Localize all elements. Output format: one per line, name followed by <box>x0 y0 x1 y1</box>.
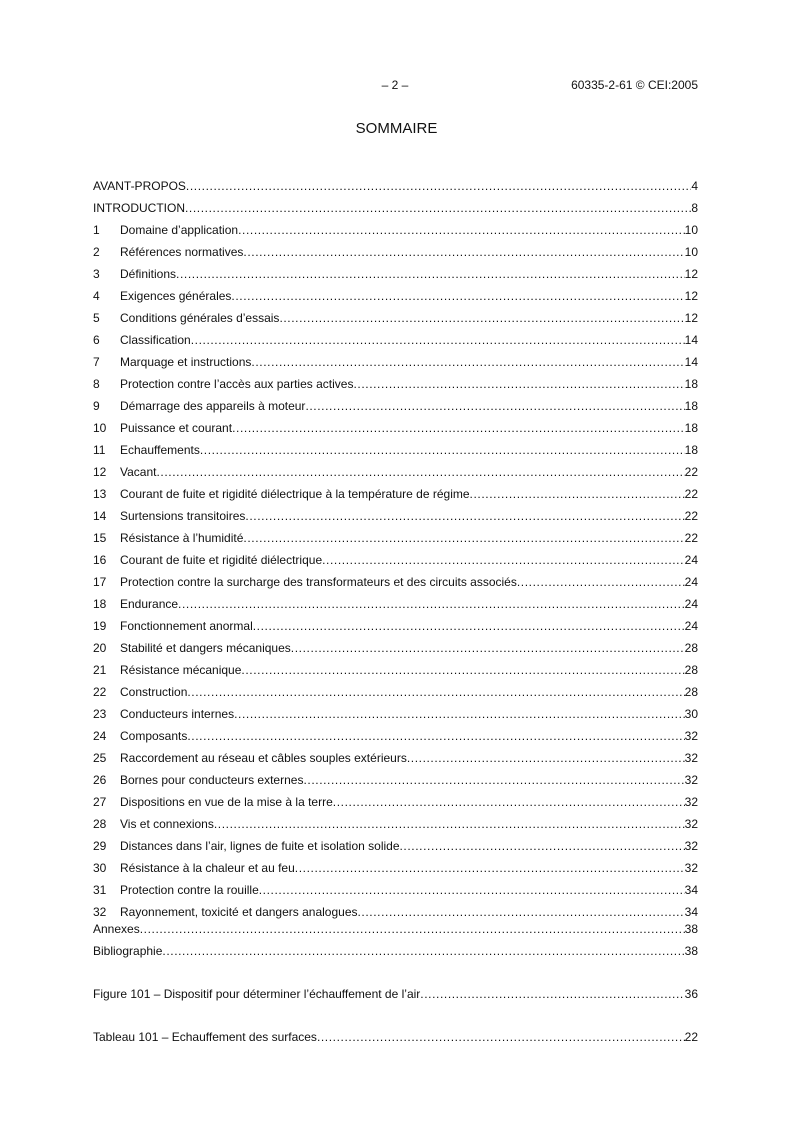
toc-entry[interactable] <box>93 703 698 725</box>
toc-sections <box>93 219 698 923</box>
entry-page: 30 <box>684 707 698 721</box>
toc-entry[interactable] <box>93 505 698 527</box>
entry-title: Résistance mécanique <box>120 663 242 677</box>
section-number: 12 <box>93 465 107 479</box>
entry-page: 18 <box>684 443 698 457</box>
toc-entry[interactable] <box>93 879 698 901</box>
entry-title: Résistance à l’humidité <box>120 531 244 545</box>
entry-page: 28 <box>684 685 698 699</box>
toc-entry[interactable] <box>93 373 698 395</box>
entry-title: INTRODUCTION <box>93 201 185 215</box>
entry-title: Marquage et instructions <box>120 355 252 369</box>
entry-page: 22 <box>684 1030 698 1044</box>
toc-entry[interactable] <box>93 571 698 593</box>
dot-leader <box>231 285 684 307</box>
section-number: 6 <box>93 333 100 347</box>
dot-leader <box>245 505 684 527</box>
entry-title: Vacant <box>120 465 157 479</box>
section-number: 18 <box>93 597 107 611</box>
dot-leader <box>191 329 685 351</box>
dot-leader <box>251 351 684 373</box>
toc-entry[interactable] <box>93 637 698 659</box>
entry-page: 32 <box>684 773 698 787</box>
dot-leader <box>322 549 685 571</box>
dot-leader <box>187 725 684 747</box>
section-number: 20 <box>93 641 107 655</box>
dot-leader <box>185 197 691 219</box>
entry-title: AVANT-PROPOS <box>93 179 186 193</box>
section-number: 23 <box>93 707 107 721</box>
entry-title: Stabilité et dangers mécaniques <box>120 641 291 655</box>
dot-leader <box>200 439 685 461</box>
toc-entry[interactable] <box>93 263 698 285</box>
dot-leader <box>176 263 685 285</box>
entry-page: 12 <box>684 267 698 281</box>
entry-title: Courant de fuite et rigidité diélectrique <box>120 553 323 567</box>
page-title: SOMMAIRE <box>355 120 438 137</box>
entry-title: Protection contre la surcharge des transformateurs et des circuits associés <box>120 575 517 589</box>
entry-title: Tableau 101 – Echauffement des surfaces <box>93 1030 317 1044</box>
entry-title: Exigences générales <box>120 289 232 303</box>
entry-page: 32 <box>684 795 698 809</box>
toc-entry[interactable] <box>93 725 698 747</box>
section-number: 16 <box>93 553 107 567</box>
section-number: 30 <box>93 861 107 875</box>
dot-leader <box>162 940 684 962</box>
entry-title: Protection contre l’accès aux parties actives <box>120 377 354 391</box>
section-number: 32 <box>93 905 107 919</box>
entry-title: Figure 101 – Dispositif pour déterminer l’échauffement de l’air <box>93 987 421 1001</box>
entry-page: 36 <box>684 987 698 1001</box>
entry-title: Composants <box>120 729 188 743</box>
toc-entry[interactable] <box>93 395 698 417</box>
toc-entry[interactable] <box>93 197 698 219</box>
entry-title: Conditions générales d’essais <box>120 311 280 325</box>
toc-entry[interactable] <box>93 593 698 615</box>
entry-title: Dispositions en vue de la mise à la terre <box>120 795 333 809</box>
dot-leader <box>156 461 684 483</box>
toc-back-matter <box>93 918 698 962</box>
entry-page: 22 <box>684 465 698 479</box>
dot-leader <box>420 983 684 1005</box>
entry-page: 32 <box>684 751 698 765</box>
toc-entry[interactable] <box>93 659 698 681</box>
entry-page: 28 <box>684 663 698 677</box>
toc-entry[interactable] <box>93 417 698 439</box>
entry-page: 4 <box>691 179 698 193</box>
entry-page: 34 <box>684 883 698 897</box>
entry-page: 32 <box>684 817 698 831</box>
entry-title: Protection contre la rouille <box>120 883 259 897</box>
entry-title: Domaine d’application <box>120 223 239 237</box>
toc-entry[interactable] <box>93 527 698 549</box>
toc-entry[interactable] <box>93 791 698 813</box>
entry-page: 22 <box>684 487 698 501</box>
section-number: 13 <box>93 487 107 501</box>
entry-page: 22 <box>684 531 698 545</box>
section-number: 3 <box>93 267 100 281</box>
dot-leader <box>517 571 685 593</box>
entry-title: Rayonnement, toxicité et dangers analogues <box>120 905 358 919</box>
entry-page: 18 <box>684 377 698 391</box>
dot-leader <box>238 219 685 241</box>
document-reference: 60335-2-61 © CEI:2005 <box>571 78 698 92</box>
entry-title: Surtensions transitoires <box>120 509 246 523</box>
section-number: 24 <box>93 729 107 743</box>
toc-entry[interactable] <box>93 483 698 505</box>
section-number: 28 <box>93 817 107 831</box>
toc-entry[interactable] <box>93 681 698 703</box>
toc-entry[interactable] <box>93 329 698 351</box>
toc-entry[interactable] <box>93 241 698 263</box>
dot-leader <box>400 835 685 857</box>
toc-entry[interactable] <box>93 549 698 571</box>
dot-leader <box>333 791 685 813</box>
entry-page: 8 <box>691 201 698 215</box>
toc-entry[interactable] <box>93 461 698 483</box>
dot-leader <box>317 1026 685 1048</box>
dot-leader <box>295 857 685 879</box>
entry-page: 22 <box>684 509 698 523</box>
section-number: 8 <box>93 377 100 391</box>
toc-entry[interactable] <box>93 1026 698 1048</box>
entry-page: 10 <box>684 245 698 259</box>
entry-page: 24 <box>684 597 698 611</box>
toc-entry[interactable] <box>93 918 698 940</box>
dot-leader <box>303 769 684 791</box>
toc-tables <box>93 1026 698 1048</box>
entry-title: Bibliographie <box>93 944 163 958</box>
section-number: 27 <box>93 795 107 809</box>
toc-entry[interactable] <box>93 983 698 1005</box>
entry-title: Démarrage des appareils à moteur <box>120 399 306 413</box>
entry-title: Vis et connexions <box>120 817 214 831</box>
entry-page: 28 <box>684 641 698 655</box>
toc-entry[interactable] <box>93 615 698 637</box>
entry-page: 24 <box>684 553 698 567</box>
entry-title: Puissance et courant <box>120 421 233 435</box>
entry-title: Fonctionnement anormal <box>120 619 253 633</box>
dot-leader <box>305 395 684 417</box>
page-number: – 2 – <box>381 78 409 92</box>
entry-page: 14 <box>684 355 698 369</box>
toc-entry[interactable] <box>93 857 698 879</box>
dot-leader <box>291 637 685 659</box>
entry-title: Définitions <box>120 267 177 281</box>
entry-page: 12 <box>684 289 698 303</box>
entry-page: 24 <box>684 575 698 589</box>
entry-page: 10 <box>684 223 698 237</box>
dot-leader <box>178 593 685 615</box>
dot-leader <box>279 307 684 329</box>
entry-title: Raccordement au réseau et câbles souples extérieurs <box>120 751 407 765</box>
dot-leader <box>407 747 685 769</box>
entry-page: 32 <box>684 839 698 853</box>
dot-leader <box>187 681 684 703</box>
section-number: 31 <box>93 883 107 897</box>
section-number: 15 <box>93 531 107 545</box>
dot-leader <box>253 615 685 637</box>
toc-entry[interactable] <box>93 835 698 857</box>
entry-page: 24 <box>684 619 698 633</box>
toc-entry[interactable] <box>93 285 698 307</box>
section-number: 1 <box>93 223 100 237</box>
entry-title: Courant de fuite et rigidité diélectrique à la température de régime <box>120 487 470 501</box>
section-number: 26 <box>93 773 107 787</box>
section-number: 9 <box>93 399 100 413</box>
entry-title: Classification <box>120 333 191 347</box>
entry-page: 34 <box>684 905 698 919</box>
entry-page: 14 <box>684 333 698 347</box>
dot-leader <box>243 527 684 549</box>
section-number: 14 <box>93 509 107 523</box>
toc-entry[interactable] <box>93 307 698 329</box>
section-number: 17 <box>93 575 107 589</box>
toc-entry[interactable] <box>93 439 698 461</box>
dot-leader <box>186 175 691 197</box>
section-number: 29 <box>93 839 107 853</box>
entry-title: Construction <box>120 685 188 699</box>
entry-page: 38 <box>684 922 698 936</box>
dot-leader <box>243 241 684 263</box>
section-number: 19 <box>93 619 107 633</box>
toc-entry[interactable] <box>93 747 698 769</box>
section-number: 4 <box>93 289 100 303</box>
section-number: 22 <box>93 685 107 699</box>
dot-leader <box>140 918 685 940</box>
entry-page: 38 <box>684 944 698 958</box>
entry-page: 12 <box>684 311 698 325</box>
entry-title: Références normatives <box>120 245 244 259</box>
toc-entry[interactable] <box>93 769 698 791</box>
section-number: 2 <box>93 245 100 259</box>
entry-page: 32 <box>684 861 698 875</box>
section-number: 21 <box>93 663 107 677</box>
section-number: 5 <box>93 311 100 325</box>
entry-title: Annexes <box>93 922 140 936</box>
dot-leader <box>470 483 685 505</box>
dot-leader <box>214 813 685 835</box>
toc-figures <box>93 983 698 1005</box>
entry-page: 18 <box>684 399 698 413</box>
entry-title: Bornes pour conducteurs externes <box>120 773 304 787</box>
entry-title: Endurance <box>120 597 179 611</box>
dot-leader <box>234 703 685 725</box>
section-number: 25 <box>93 751 107 765</box>
entry-title: Distances dans l’air, lignes de fuite et isolation solide <box>120 839 400 853</box>
section-number: 11 <box>93 443 106 457</box>
toc-entry[interactable] <box>93 813 698 835</box>
dot-leader <box>232 417 685 439</box>
dot-leader <box>241 659 684 681</box>
toc-entry[interactable] <box>93 351 698 373</box>
entry-title: Résistance à la chaleur et au feu <box>120 861 295 875</box>
toc-entry[interactable] <box>93 219 698 241</box>
entry-title: Echauffements <box>120 443 200 457</box>
toc-front-matter <box>93 175 698 219</box>
entry-title: Conducteurs internes <box>120 707 235 721</box>
entry-page: 18 <box>684 421 698 435</box>
entry-page: 32 <box>684 729 698 743</box>
section-number: 10 <box>93 421 107 435</box>
dot-leader <box>259 879 685 901</box>
toc-entry[interactable] <box>93 175 698 197</box>
section-number: 7 <box>93 355 100 369</box>
dot-leader <box>353 373 684 395</box>
toc-entry[interactable] <box>93 940 698 962</box>
